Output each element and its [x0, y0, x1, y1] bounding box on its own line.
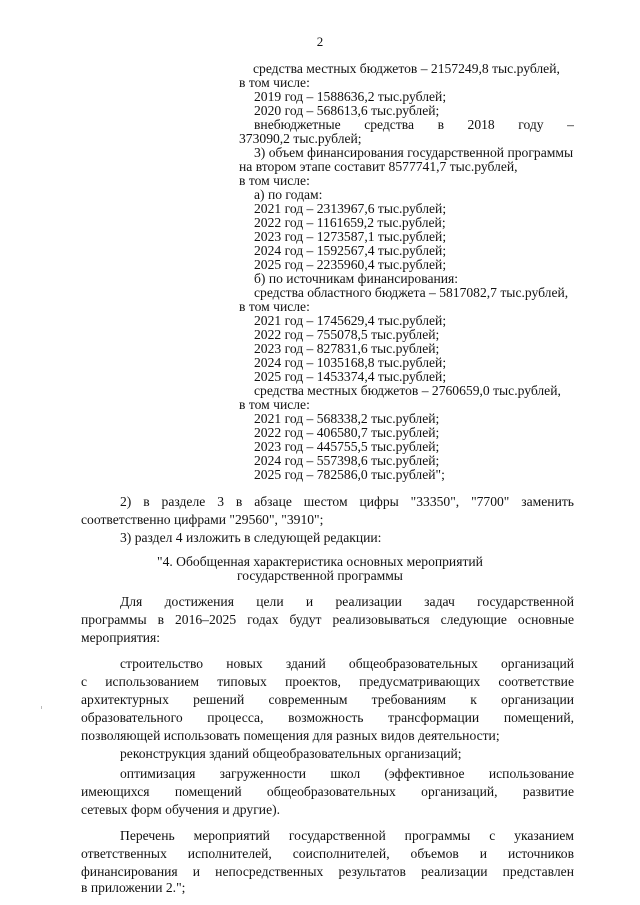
extrabudget-word: году: [518, 117, 544, 132]
measure3-line: оптимизация загруженности школ (эффективное использование: [120, 766, 574, 781]
total-year-line: 2022 год – 1161659,2 тыс.рублей;: [254, 215, 446, 230]
including-line: в том числе:: [239, 75, 310, 90]
regional-year-line: 2021 год – 1745629,4 тыс.рублей;: [254, 313, 447, 328]
measure3-line: сетевых форм обучения и другие).: [81, 802, 281, 817]
total-year-line: 2025 год – 2235960,4 тыс.рублей;: [254, 257, 447, 272]
measure1-line: с использованием типовых проектов, предусматривающих соответствие: [81, 674, 574, 689]
page-number: 2: [316, 34, 324, 49]
total-year-line: 2021 год – 2313967,6 тыс.рублей;: [254, 201, 447, 216]
measure1-line: образовательного процесса, возможность трансформации помещений,: [81, 710, 574, 725]
extrabudget-word: внебюджетные: [254, 117, 341, 132]
by-years-line: а) по годам:: [254, 187, 323, 202]
item3-financing-line2: на втором этапе составит 8577741,7 тыс.рублей,: [239, 159, 518, 174]
amendment-item3: 3) раздел 4 изложить в следующей редакции:: [120, 530, 382, 545]
list-paragraph-line: в приложении 2.";: [81, 880, 186, 895]
intro-line: мероприятия:: [81, 630, 161, 645]
extrabudget-word: 2018: [467, 117, 495, 132]
regional-budget-line: средства областного бюджета – 5817082,7 тыс.рублей,: [254, 285, 569, 300]
extrabudget-line: [254, 117, 574, 132]
year-2019-line: 2019 год – 1588636,2 тыс.рублей;: [254, 89, 447, 104]
item3-financing-line1: 3) объем финансирования государственной программы: [254, 145, 574, 160]
measure1-line: строительство новых зданий общеобразовательных организаций: [120, 656, 574, 671]
list-paragraph-line: финансирования и непосредственных результатов реализации представлен: [81, 864, 574, 879]
total-year-line: 2024 год – 1592567,4 тыс.рублей;: [254, 243, 447, 258]
measure1-line: архитектурных решений современным требованиям к организации: [81, 692, 574, 707]
including-line: в том числе:: [239, 397, 310, 412]
extrabudget-word: –: [567, 117, 574, 132]
by-sources-line: б) по источникам финансирования:: [254, 271, 459, 286]
list-paragraph-line: ответственных исполнителей, соисполнителей, объемов и источников: [81, 846, 574, 861]
list-paragraph-line: Перечень мероприятий государственной программы с указанием: [120, 828, 574, 843]
regional-year-line: 2022 год – 755078,5 тыс.рублей;: [254, 327, 440, 342]
scan-margin-mark: [41, 706, 42, 709]
extrabudget-amount-line: 373090,2 тыс.рублей;: [239, 131, 362, 146]
regional-year-line: 2023 год – 827831,6 тыс.рублей;: [254, 341, 440, 356]
year-2020-line: 2020 год – 568613,6 тыс.рублей;: [254, 103, 440, 118]
total-year-line: 2023 год – 1273587,1 тыс.рублей;: [254, 229, 447, 244]
local-year-line: 2024 год – 557398,6 тыс.рублей;: [254, 453, 440, 468]
local-year-line: 2022 год – 406580,7 тыс.рублей;: [254, 425, 440, 440]
local-year-line: 2025 год – 782586,0 тыс.рублей";: [254, 467, 445, 482]
local-budget-stage1-line: средства местных бюджетов – 2157249,8 тыс.рублей,: [253, 61, 560, 76]
section-title-line1: "4. Обобщенная характеристика основных мероприятий: [157, 554, 483, 569]
measure1-line: позволяющей использовать помещения для разных видов деятельности;: [81, 728, 500, 743]
extrabudget-word: средства: [364, 117, 415, 132]
including-line: в том числе:: [239, 173, 310, 188]
measure3-line: имеющихся помещений общеобразовательных организаций, развитие: [81, 784, 574, 799]
amendment-item2-line2: соответственно цифрами "29560", "3910";: [81, 512, 324, 527]
intro-line: Для достижения цели и реализации задач государственной: [120, 594, 574, 609]
regional-year-line: 2025 год – 1453374,4 тыс.рублей;: [254, 369, 447, 384]
section-title-line2: государственной программы: [237, 568, 403, 583]
local-year-line: 2021 год – 568338,2 тыс.рублей;: [254, 411, 440, 426]
amendment-item2-line1: 2) в разделе 3 в абзаце шестом цифры "33350", "7700" заменить: [120, 494, 574, 509]
measure2-line: реконструкция зданий общеобразовательных организаций;: [120, 746, 462, 761]
intro-line: программы в 2016–2025 годах будут реализовываться следующие основные: [81, 612, 574, 627]
including-line: в том числе:: [239, 299, 310, 314]
local-year-line: 2023 год – 445755,5 тыс.рублей;: [254, 439, 440, 454]
local-budget-stage2-line: средства местных бюджетов – 2760659,0 тыс.рублей,: [254, 383, 561, 398]
extrabudget-word: в: [437, 117, 444, 132]
regional-year-line: 2024 год – 1035168,8 тыс.рублей;: [254, 355, 447, 370]
